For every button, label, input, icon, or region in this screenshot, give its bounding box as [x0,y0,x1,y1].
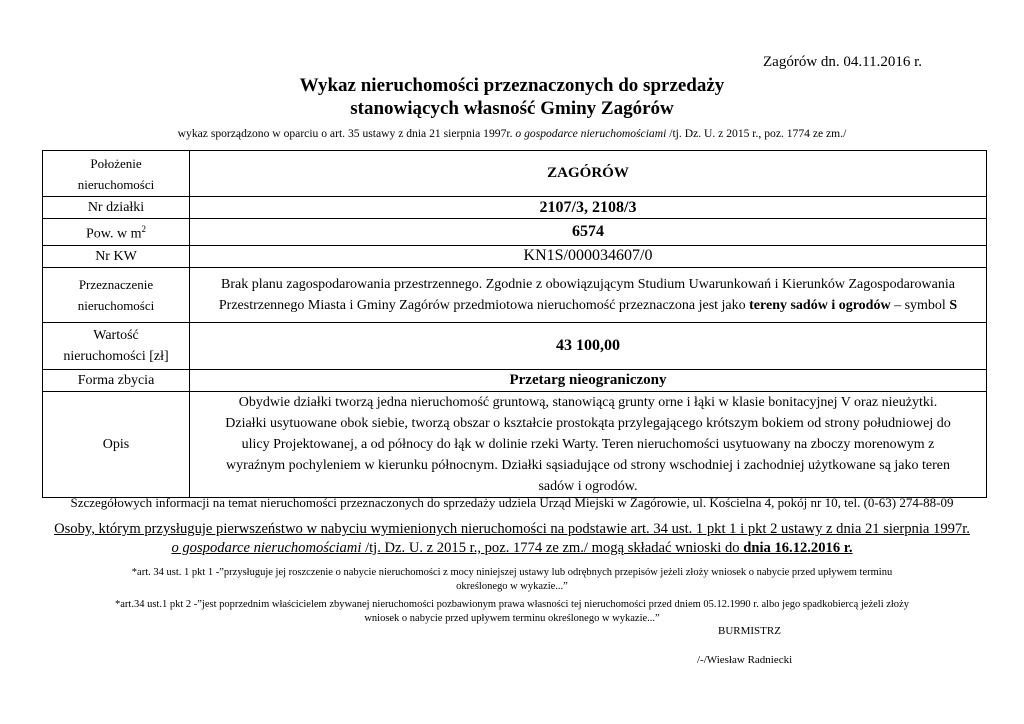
footnote-1-line-2: określonego w wykazie...” [456,581,568,592]
row-value [43,322,987,369]
purpose-value [190,267,987,322]
plot-label: Nr działki [43,197,190,219]
description-value [190,391,987,497]
value-label [43,322,190,369]
location-value: ZAGÓRÓW [190,151,987,197]
sale-form-value: Przetarg nieograniczony [190,369,987,391]
description-line-5: sadów i ogrodów. [538,478,638,494]
footnote-2-line-2: wniosek o nabycie przed upływem terminu określonego w wykazie...” [364,613,660,624]
area-value: 6574 [190,219,987,246]
document-title-line-1: Wykaz nieruchomości przeznaczonych do sprzedaży [299,75,725,96]
preference-line-1: Osoby, którym przysługuje pierwszeństwo w nabyciu wymienionych nieruchomości na podstawie art. 34 ust. 1 pkt 1 i pkt 2 ustawy z dnia 21 sierpnia 1997r. [54,521,970,537]
preference-line-2 [0,539,1024,558]
legal-basis-prefix: wykaz sporządzono w oparciu o art. 35 ustawy z dnia 21 sierpnia 1997r. [177,127,513,140]
purpose-symbol: S [949,297,958,313]
kw-label: Nr KW [43,245,190,267]
signature-title: BURMISTRZ [718,625,781,637]
purpose-label-line-1: Przeznaczenie [78,276,154,292]
value-label-line-1: Wartość [93,327,139,343]
area-label-text: Pow. w m [86,226,142,242]
row-purpose [43,267,987,322]
purpose-line-2 [196,295,980,316]
preference-line-2-mid: /tj. Dz. U. z 2015 r., poz. 1774 ze zm./ mogą składać wnioski do [365,540,740,556]
sale-form-label: Forma zbycia [43,369,190,391]
row-description [43,391,987,497]
footnote-art-34-pkt-1 [0,566,1024,594]
plot-value: 2107/3, 2108/3 [190,197,987,219]
document-title-line-2: stanowiących własność Gminy Zagórów [350,98,674,119]
description-line-4: wyraźnym pochyleniem w kierunku północnym. Działki sąsiadujące od strony wschodniej i zachodniej użytkowane są jako teren [226,457,950,473]
row-location [43,151,987,197]
property-table [42,150,987,498]
legal-basis-suffix: /tj. Dz. U. z 2015 r., poz. 1774 ze zm./ [669,127,847,140]
location-label-line-2: nieruchomości [77,176,155,192]
purpose-label [43,267,190,322]
preference-act-name: o gospodarce nieruchomościami [171,540,362,556]
purpose-line-1: Brak planu zagospodarowania przestrzennego. Zgodnie z obowiązującym Studium Uwarunkowań i Kierunków Zagospodarowania [220,276,955,292]
description-label: Opis [43,391,190,497]
legal-basis-act-name: o gospodarce nieruchomościami [515,127,667,140]
value-label-line-2: nieruchomości [zł] [63,348,169,364]
footnote-1-line-1: *art. 34 ust. 1 pkt 1 -”przysługuje jej roszczenie o nabycie nieruchomości z mocy niniejszej ustawy lub odrębnych przepisów jeżeli złoży wniosek o nabycie przed upływem terminu [131,567,893,578]
purpose-line-2-prefix: Przestrzennego Miasta i Gminy Zagórów przedmiotowa nieruchomość przeznaczona jest jako [218,297,746,313]
purpose-line-2-mid: – symbol [894,297,946,313]
contact-info: Szczegółowych informacji na temat nieruchomości przeznaczonych do sprzedaży udziela Urząd Miejski w Zagórowie, ul. Kościelna 4, pokój nr 10, tel. (0-63) 274-88-09 [70,495,954,510]
kw-value: KN1S/000034607/0 [190,245,987,267]
description-line-1: Obydwie działki tworzą jedna nieruchomość gruntową, stanowiącą grunty orne i łąki w klasie bonitacyjnej V oraz nieużytki. [238,394,938,410]
value-amount: 43 100,00 [190,322,987,369]
signature-name: /-/Wiesław Radniecki [697,654,793,666]
purpose-land-type: tereny sadów i ogrodów [749,297,891,313]
footnote-art-34-pkt-2 [0,598,1024,626]
location-label-line-1: Położenie [90,155,142,171]
location-label [43,151,190,197]
row-plot [43,197,987,219]
preference-deadline: dnia 16.12.2016 r. [743,540,853,556]
row-area [43,219,987,246]
area-label [43,219,190,246]
area-label-superscript: 2 [141,224,146,234]
place-date: Zagórów dn. 04.11.2016 r. [763,54,923,70]
preference-notice [0,520,1024,558]
row-land-register [43,245,987,267]
purpose-label-line-2: nieruchomości [77,297,155,313]
description-line-3: ulicy Projektowanej, a od północy do łąk w dolinie rzeki Warty. Teren nieruchomości usytuowany na zboczy morenowym z [241,436,935,452]
footnote-2-line-1: *art.34 ust.1 pkt 2 -”jest poprzednim właścicielem zbywanej nieruchomości pozbawionym prawa własności tej nieruchomości przed dniem 05.12.1990 r. albo jego spadkobiercą jeżeli złoży [115,599,909,610]
legal-basis [0,127,1024,140]
row-sale-form [43,369,987,391]
description-line-2: Działki usytuowane obok siebie, tworzą obszar o kształcie prostokąta przylegającego krótszym bokiem od strony południowej do [225,415,951,431]
